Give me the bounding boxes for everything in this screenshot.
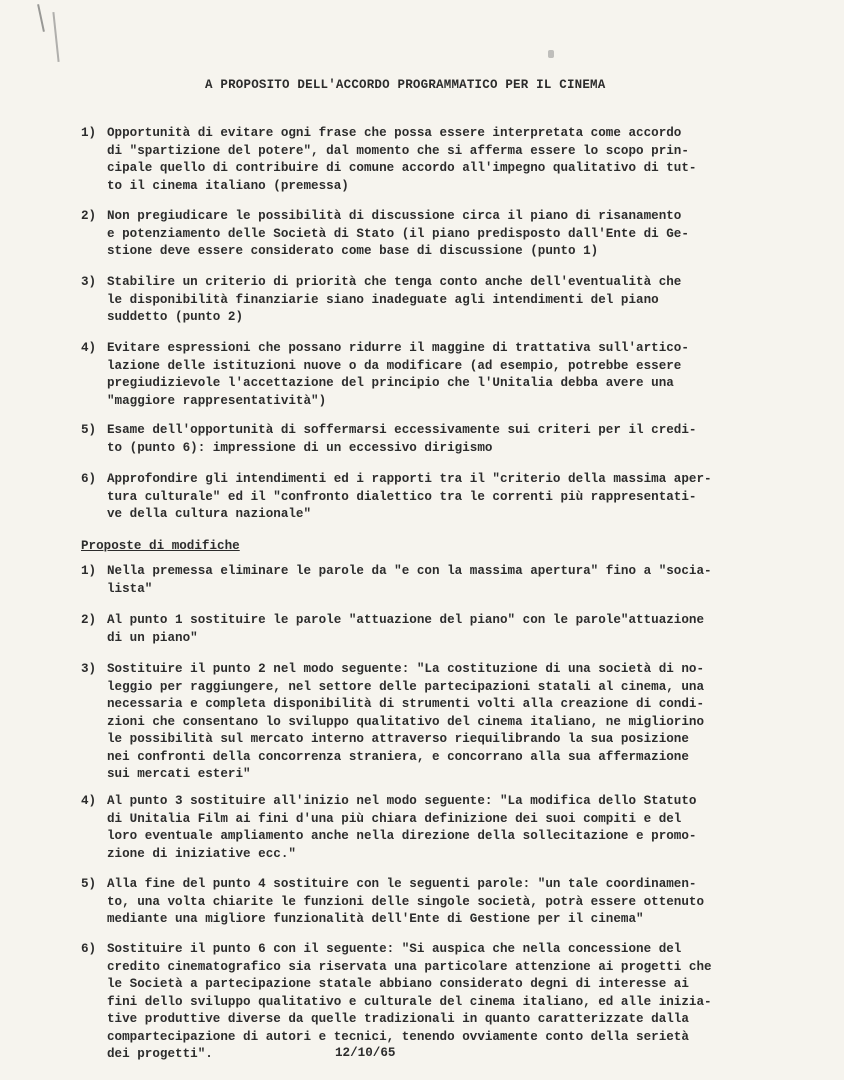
point-item — [81, 274, 826, 327]
point-text: Opportunità di evitare ogni frase che possa essere interpretata come accordo di "spartizione del potere", dal momento che si afferma essere lo scopo prin- cipale quello di contribuire di comune accordo all'impegno qualitativo di tut- to il cinema italiano (premessa) — [107, 126, 697, 193]
proposal-item — [81, 563, 826, 598]
proposal-number: 5) — [81, 877, 97, 891]
document-date: 12/10/65 — [335, 1046, 396, 1060]
ink-spot — [548, 50, 554, 58]
proposal-item — [81, 941, 826, 1064]
point-item — [81, 422, 826, 457]
point-number: 1) — [81, 126, 97, 140]
point-text: Non pregiudicare le possibilità di discussione circa il piano di risanamento e potenziamento delle Società di Stato (il piano predisposto dall'Ente di Ge- stione deve essere considerato come base di discussione (punto 1) — [107, 209, 689, 258]
proposal-item — [81, 876, 826, 929]
point-text: Stabilire un criterio di priorità che tenga conto anche dell'eventualità che le disponibilità finanziarie siano inadeguate agli intendimenti del piano suddetto (punto 2) — [107, 275, 682, 324]
point-text: Evitare espressioni che possano ridurre il maggine di trattativa sull'artico- lazione delle istituzioni nuove o da modificare (ad esempio, potrebbe essere pregiudizievole l'accettazione del principio che l'Unitalia debba avere una "maggiore rappresentatività") — [107, 341, 689, 408]
pen-mark — [37, 4, 45, 32]
proposal-item — [81, 612, 826, 647]
point-text: Esame dell'opportunità di soffermarsi eccessivamente sui criteri per il credi- to (punto 6): impressione di un eccessivo dirigismo — [107, 423, 697, 455]
point-item — [81, 340, 826, 410]
point-number: 4) — [81, 341, 97, 355]
point-number: 3) — [81, 275, 97, 289]
proposal-number: 6) — [81, 942, 97, 956]
point-number: 6) — [81, 472, 97, 486]
pen-mark — [52, 12, 59, 62]
proposal-number: 2) — [81, 613, 97, 627]
proposal-number: 1) — [81, 564, 97, 578]
proposal-number: 4) — [81, 794, 97, 808]
proposal-text: Al punto 3 sostituire all'inizio nel modo seguente: "La modifica dello Statuto di Unitalia Film ai fini d'una più chiara definizione dei suoi compiti e del loro eventuale ampliamento anche nella direzione della sollecitazione e promo- zione di iniziative ecc." — [107, 794, 697, 861]
proposal-text: Sostituire il punto 6 con il seguente: "Si auspica che nella concessione del credito cinematografico sia riservata una particolare attenzione ai progetti che le Società a partecipazione statale abbiano considerato degni di interesse ai fini dello sviluppo qualitativo e culturale del cinema italiano, ed alle inizia- tive produttive diverse da quelle tradizionali in quanto caratterizzate dalla compartecipazione di autori e tecnici, tenendo ovviamente conto della serietà dei progetti". — [107, 942, 712, 1061]
proposal-text: Nella premessa eliminare le parole da "e con la massima apertura" fino a "socia- lista" — [107, 564, 712, 596]
proposal-text: Sostituire il punto 2 nel modo seguente: "La costituzione di una società di no- leggio per raggiungere, nel settore delle partecipazioni statali al cinema, una necessaria e completa disponibilità di strumenti volti alla creazione di condi- zioni che consentano lo sviluppo qualitativo del cinema italiano, ne migliorino le possibilità sul mercato interno attraverso riequilibrando la sua posizione nei confronti della concorrenza straniera, e concorrano alla sua affermazione sui mercati esteri" — [107, 662, 705, 781]
point-item — [81, 208, 826, 261]
proposal-text: Al punto 1 sostituire le parole "attuazione del piano" con le parole"attuazione di un piano" — [107, 613, 705, 645]
proposal-item — [81, 661, 826, 784]
point-item — [81, 471, 826, 524]
point-number: 2) — [81, 209, 97, 223]
point-item — [81, 125, 826, 195]
proposal-item — [81, 793, 826, 863]
document-title: A PROPOSITO DELL'ACCORDO PROGRAMMATICO PER IL CINEMA — [205, 78, 606, 92]
proposal-number: 3) — [81, 662, 97, 676]
point-text: Approfondire gli intendimenti ed i rapporti tra il "criterio della massima aper- tura culturale" ed il "confronto dialettico tra le correnti più rappresentati- ve della cultura nazionale" — [107, 472, 712, 521]
point-number: 5) — [81, 423, 97, 437]
proposals-heading: Proposte di modifiche — [81, 539, 240, 553]
proposal-text: Alla fine del punto 4 sostituire con le seguenti parole: "un tale coordinamen- to, una volta chiarite le funzioni delle singole società, potrà essere ottenuto mediante una migliore funzionalità dell'Ente di Gestione per il cinema" — [107, 877, 705, 926]
